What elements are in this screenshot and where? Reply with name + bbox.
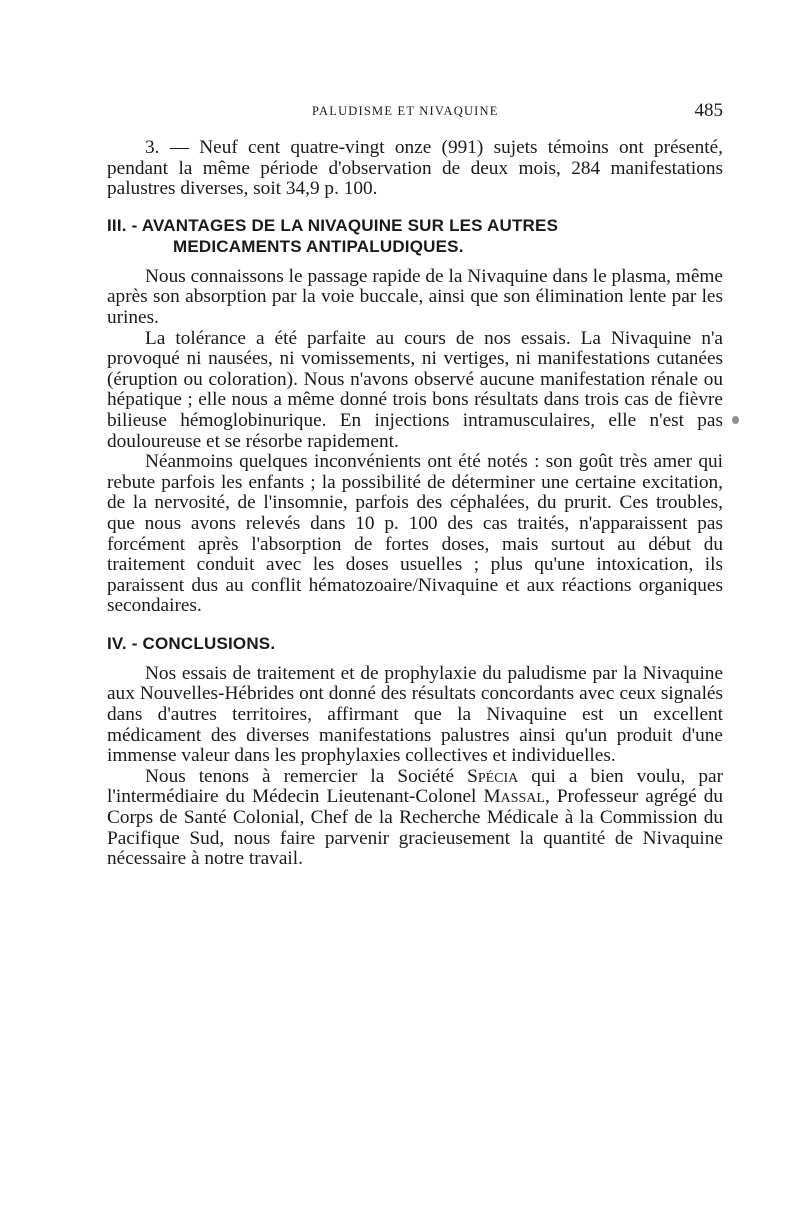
section-3-paragraph-1: Nous connaissons le passage rapide de la Nivaquine dans le plasma, même après son absorption par la voie buccale, ainsi que son élimination lente par les urines. — [107, 265, 723, 328]
page-content — [107, 138, 723, 870]
section-3-heading-line-1: III. - AVANTAGES DE LA NIVAQUINE SUR LES AUTRES — [107, 215, 559, 235]
section-4-paragraph-1: Nos essais de traitement et de prophylaxie du paludisme par la Nivaquine aux Nouvelles-Hébrides ont donné des résultats concordants avec ceux signalés dans d'autres territoires, affirmant que la Nivaquine est un excellent médicament des diverses manifestations palustres ainsi qu'un produit d'une immense valeur dans les prophylaxies collectives et individuelles. — [107, 662, 723, 767]
running-title: PALUDISME ET NIVAQUINE — [312, 104, 499, 118]
acknowledgement-text-b: qui a bien voulu, par l'intermédiaire du Médecin Lieutenant-Colonel — [107, 765, 723, 808]
section-3-heading — [107, 215, 723, 257]
item-3-paragraph: 3. — Neuf cent quatre-vingt onze (991) sujets témoins ont présenté, pendant la même période d'observation de deux mois, 284 manifestations palustres diverses, soit 34,9 p. 100. — [107, 137, 723, 200]
acknowledgement-text-a: Nous tenons à remercier la Société — [145, 765, 468, 787]
section-3-paragraph-2: La tolérance a été parfaite au cours de nos essais. La Nivaquine n'a provoqué ni nausées, ni vomissements, ni vertiges, ni manifestations cutanées (éruption ou coloration). Nous n'avons observé aucune manifestation rénale ou hépatique ; elle nous a même donné trois bons résultats dans trois cas de fièvre bilieuse hémoglobinurique. En injections intramusculaires, elle n'est pas douloureuse et se résorbe rapidement. — [107, 327, 723, 452]
section-3-heading-line-2: MEDICAMENTS ANTIPALUDIQUES. — [173, 236, 464, 256]
company-name: Spécia — [467, 765, 519, 787]
section-4-paragraph-2 — [107, 767, 723, 870]
page-number: 485 — [694, 100, 723, 121]
section-3-paragraph-3: Néanmoins quelques inconvénients ont été notés : son goût très amer qui rebute parfois les enfants ; la possibilité de déterminer une certaine excitation, de la nervosité, de l'insomnie, parfois des céphalées, du prurit. Ces troubles, que nous avons relevés dans 10 p. 100 des cas traités, n'apparaissent pas forcément après l'absorption de fortes doses, mais surtout au début du traitement conduit avec les doses usuelles ; plus qu'une intoxication, ils paraissent dus au conflit hématozoaire/Nivaquine et aux réactions organiques secondaires. — [107, 451, 723, 617]
person-name: Massal — [483, 786, 545, 808]
ink-speck — [732, 416, 739, 424]
running-header — [107, 100, 723, 126]
acknowledgement-text-c: , Professeur agrégé du Corps de Santé Colonial, Chef de la Recherche Médicale à la Commission du Pacifique Sud, nous faire parvenir gracieusement la quantité de Nivaquine nécessaire à notre travail. — [107, 786, 723, 870]
section-4-heading: IV. - CONCLUSIONS. — [107, 633, 276, 653]
